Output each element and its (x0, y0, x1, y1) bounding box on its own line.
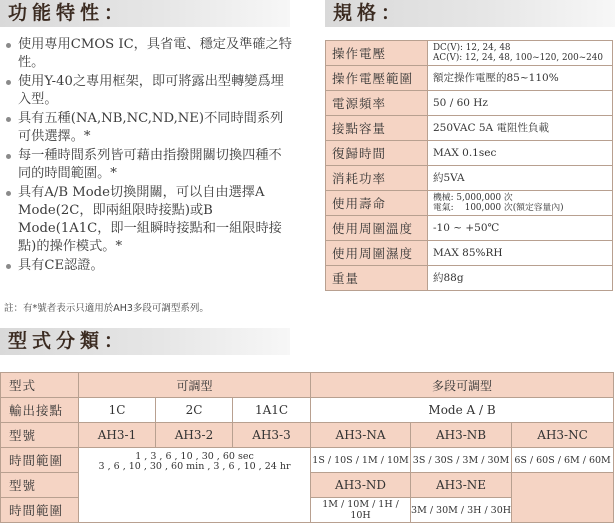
output-cell: 1C (79, 398, 156, 423)
output-cell: 2C (156, 398, 233, 423)
feature-item: 具有五種(NA,NB,NC,ND,NE)不同時間系列可供選擇。* (4, 110, 292, 146)
model-row-output (1, 398, 614, 423)
features-footnote: 註：有*號者表示只適用於AH3多段可調型系列。 (4, 303, 209, 314)
spec-row (326, 166, 613, 191)
time-cell: 3M / 30M / 3H / 30H (411, 498, 512, 523)
model-cell: AH3-NE (411, 473, 512, 498)
spec-value: 約88g (428, 266, 613, 291)
spec-row (326, 266, 613, 291)
model-label: 型號 (1, 473, 79, 498)
spec-row (326, 91, 613, 116)
model-label: 型號 (1, 423, 79, 448)
spec-label: 復歸時間 (326, 141, 428, 166)
adjustable-time-line: 3 , 6 , 10 , 30 , 60 min , 3 , 6 , 10 , 24 hr (98, 461, 291, 472)
spec-label: 操作電壓範圍 (326, 66, 428, 91)
model-cell: AH3-1 (79, 423, 156, 448)
model-table (0, 372, 614, 523)
spec-label: 使用壽命 (326, 191, 428, 216)
time-cell: 1M / 10M / 1H / 10H (311, 498, 411, 523)
type-label: 型式 (1, 373, 79, 398)
mode-cell: Mode A / B (311, 398, 614, 423)
spec-value: 額定操作電壓的85~110% (428, 66, 613, 91)
spec-row (326, 141, 613, 166)
spec-label: 消耗功率 (326, 166, 428, 191)
feature-item: 每一種時間系列皆可藉由指撥開關切換四種不同的時間範圍。* (4, 147, 292, 183)
spec-value-line: DC(V): 12, 24, 48 (433, 43, 511, 53)
spec-row (326, 216, 613, 241)
spec-value: -10 ~ +50℃ (428, 216, 613, 241)
spec-value-line: 電氣: 100,000 次(額定容量內) (433, 203, 564, 213)
features-heading: 功能特性： (0, 0, 290, 27)
spec-label: 使用周圍濕度 (326, 241, 428, 266)
model-cell: AH3-NC (512, 423, 614, 448)
spec-label: 重量 (326, 266, 428, 291)
feature-item: 使用Y-40之專用框架，即可將露出型轉變爲埋入型。 (4, 73, 292, 109)
spec-value (428, 191, 613, 216)
model-cell: AH3-2 (156, 423, 233, 448)
adjustable-time-line: 1 , 3 , 6 , 10 , 30 , 60 sec (135, 451, 254, 462)
feature-item: 具有A/B Mode切換開關，可以自由選擇A Mode(2C，即兩組限時接點)或B Mode(1A1C，即一組瞬時接點和一組限時接點)的操作模式。* (4, 184, 292, 256)
spec-value: 50 / 60 Hz (428, 91, 613, 116)
time-cell: 6S / 60S / 6M / 60M (512, 448, 614, 473)
output-label: 輸出接點 (1, 398, 79, 423)
spec-value-line: 機械: 5,000,000 次 (433, 193, 513, 203)
model-row-type (1, 373, 614, 398)
spec-row (326, 66, 613, 91)
models-heading: 型式分類： (0, 328, 290, 355)
time-cell: 1S / 10S / 1M / 10M (311, 448, 411, 473)
feature-item: 使用專用CMOS IC，具省電、穩定及準確之特性。 (4, 36, 292, 72)
time-cell: 3S / 30S / 3M / 30M (411, 448, 512, 473)
spec-value-line: AC(V): 12, 24, 48, 100~120, 200~240 (433, 53, 603, 63)
model-cell: AH3-NB (411, 423, 512, 448)
spec-row (326, 41, 613, 66)
spec-row (326, 116, 613, 141)
spec-row (326, 191, 613, 216)
spec-table (325, 40, 613, 291)
features-list (4, 36, 292, 276)
model-row-model (1, 423, 614, 448)
adjustable-time-cell (79, 448, 311, 523)
spec-label: 接點容量 (326, 116, 428, 141)
output-cell: 1A1C (233, 398, 311, 423)
feature-item: 具有CE認證。 (4, 257, 292, 275)
spec-row (326, 241, 613, 266)
time-label: 時間範圍 (1, 448, 79, 473)
model-cell: AH3-3 (233, 423, 311, 448)
spec-value: 250VAC 5A 電阻性負載 (428, 116, 613, 141)
multi-stage-type: 多段可調型 (311, 373, 614, 398)
spec-value: MAX 0.1sec (428, 141, 613, 166)
model-row-time (1, 448, 614, 473)
model-cell: AH3-ND (311, 473, 411, 498)
time-label: 時間範圍 (1, 498, 79, 523)
spec-label: 電源頻率 (326, 91, 428, 116)
spec-value: 約5VA (428, 166, 613, 191)
spec-value (428, 41, 613, 66)
adjustable-type: 可調型 (79, 373, 311, 398)
model-cell: AH3-NA (311, 423, 411, 448)
spec-heading: 規格： (325, 0, 615, 27)
spec-label: 操作電壓 (326, 41, 428, 66)
spec-label: 使用周圍溫度 (326, 216, 428, 241)
empty-cell (512, 473, 614, 523)
spec-value: MAX 85%RH (428, 241, 613, 266)
